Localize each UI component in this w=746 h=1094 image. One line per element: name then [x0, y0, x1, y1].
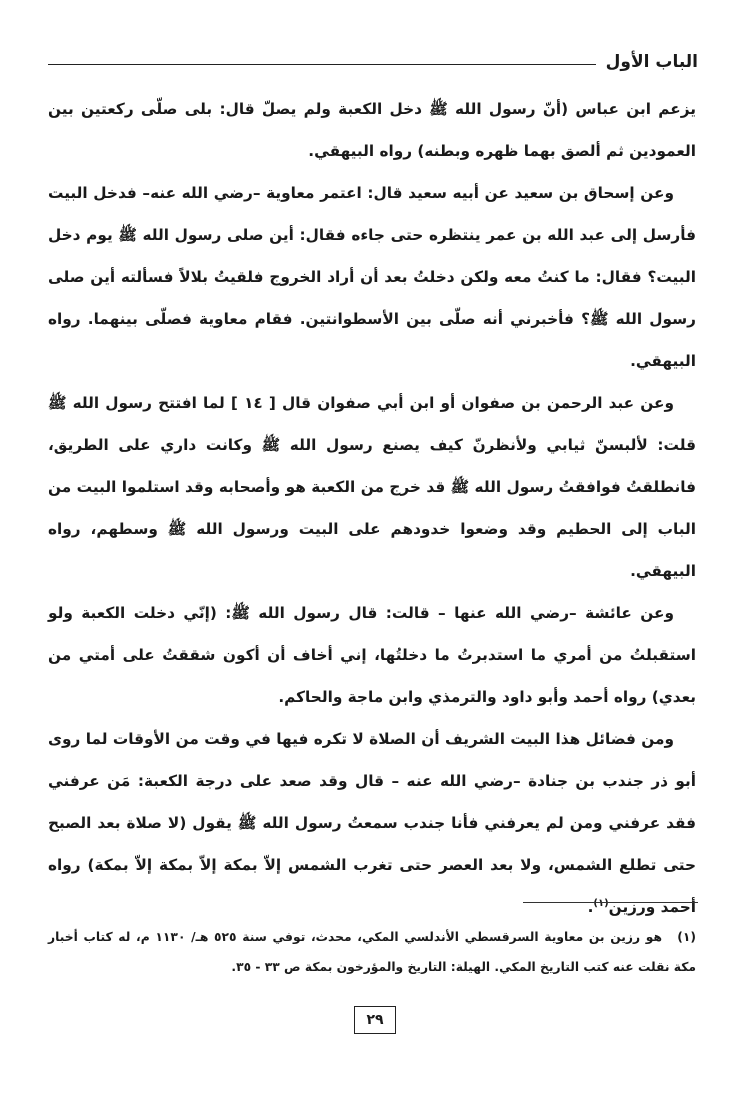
chapter-title: الباب الأول	[605, 52, 698, 72]
main-text	[48, 88, 696, 928]
paragraph: وعن إسحاق بن سعيد عن أبيه سعيد قال: اعتمر معاوية –رضي الله عنه– فدخل البيت فأرسل إلى عبد الله بن عمر ينتظره حتى جاءه فقال: أين صلى رسول الله ﷺ يوم دخل البيت؟ فقال: ما كنتُ معه ولكن دخلتُ بعد أن أراد الخروج فلقيتُ بلالاً فسألته أين صلى رسول الله ﷺ؟ فأخبرني أنه صلّى بين الأسطوانتين. فقام معاوية فصلّى بينهما. رواه البيهقي.	[48, 184, 696, 370]
paragraph: يزعم ابن عباس (أنّ رسول الله ﷺ دخل الكعبة ولم يصلّ قال: بلى صلّى ركعتين بين العمودين ثم ألصق بهما ظهره وبطنه) رواه البيهقي.	[48, 100, 696, 160]
footnote-text: هو رزين بن معاوية السرقسطي الأندلسي المكي، محدث، توفي سنة ٥٢٥ هـ/ ١١٣٠ م، له كتاب أخبار مكة نقلت عنه كتب التاريخ المكي. الهيلة: التاريخ والمؤرخون بمكة ص ٣٣ - ٣٥.	[48, 930, 696, 974]
footnote	[48, 922, 696, 982]
header-rule	[48, 64, 596, 65]
footnote-number: (١)	[677, 930, 696, 944]
footnotes	[48, 922, 696, 982]
paragraph: وعن عبد الرحمن بن صفوان أو ابن أبي صفوان قال [ ١٤ ] لما افتتح رسول الله ﷺ قلت: لألبسنّ ثيابي ولأنظرنّ كيف يصنع رسول الله ﷺ وكانت داري على الطريق، فانطلقتُ فوافقتُ رسول الله ﷺ قد خرج من الكعبة هو وأصحابه وقد استلموا البيت من الباب إلى الحطيم وقد وضعوا خدودهم على البيت ورسول الله ﷺ وسطهم، رواه البيهقي.	[48, 394, 696, 580]
footnote-reference[interactable]: (١)	[593, 897, 609, 909]
footnote-separator	[523, 902, 698, 903]
running-header	[48, 42, 698, 82]
page-number: ٢٩	[354, 1006, 396, 1034]
paragraph-text: ومن فضائل هذا البيت الشريف أن الصلاة لا تكره فيها في وقت من الأوقات لما روى أبو ذر جندب بن جنادة –رضي الله عنه – قال وقد صعد على درجة الكعبة: مَن عرفني فقد عرفني ومن لم يعرفني فأنا جندب سمعتُ رسول الله ﷺ يقول (لا صلاة بعد الصبح حتى تطلع الشمس، ولا بعد العصر حتى تغرب الشمس إلاّ بمكة إلاّ بمكة إلاّ بمكة) رواه أحمد ورزين	[48, 730, 696, 916]
paragraph-end: .	[587, 898, 594, 916]
paragraph: وعن عائشة –رضي الله عنها – قالت: قال رسول الله ﷺ: (إنّي دخلت الكعبة ولو استقبلتُ من أمري ما استدبرتُ ما دخلتُها، إني أخاف أن أكون شققتُ على أمتي من بعدي) رواه أحمد وأبو داود والترمذي وابن ماجة والحاكم.	[48, 604, 696, 706]
paragraph	[48, 718, 696, 928]
